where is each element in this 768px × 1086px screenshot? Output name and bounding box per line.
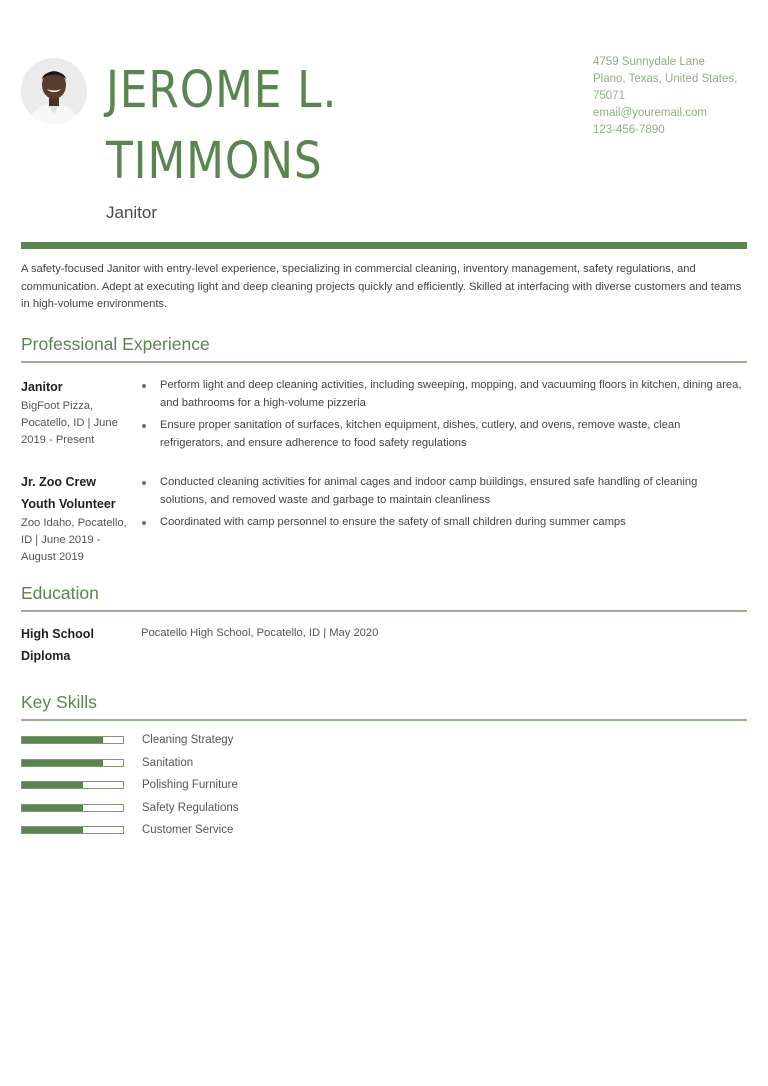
address-line-3: 75071 xyxy=(593,90,625,102)
avatar xyxy=(21,58,87,124)
skill-row xyxy=(21,821,233,839)
skill-level-bar xyxy=(21,736,124,744)
section-title-skills: Key Skills xyxy=(21,692,97,712)
job-entry-2-info xyxy=(21,471,131,566)
skill-label: Polishing Furniture xyxy=(142,779,238,791)
job-entry-1-bullets xyxy=(140,377,745,457)
skill-row xyxy=(21,754,193,772)
job-meta: BigFoot Pizza, Pocatello, ID | June 2019 - Present xyxy=(21,400,118,446)
skill-row xyxy=(21,799,239,817)
address-line-1: 4759 Sunnydale Lane xyxy=(593,56,705,68)
candidate-name xyxy=(106,60,337,193)
bullet-item: Ensure proper sanitation of surfaces, kitchen equipment, dishes, cutlery, and ovens, remove waste, clean refrigerators, and ensure adherence to food safety regulations xyxy=(140,417,745,452)
email-link[interactable]: email@youremail.com xyxy=(593,107,707,119)
job-entry-2-bullets xyxy=(140,474,745,537)
header-divider xyxy=(21,242,747,249)
job-role: Jr. Zoo Crew Youth Volunteer xyxy=(21,475,116,511)
skill-label: Customer Service xyxy=(142,824,234,836)
bullet-item: Conducted cleaning activities for animal cages and indoor camp buildings, ensured safe handling of cleaning solutions, and removed waste and garbage to maintain cleanliness xyxy=(140,474,745,509)
skill-level-bar xyxy=(21,781,124,789)
contact-block xyxy=(593,54,737,139)
skill-row xyxy=(21,731,233,749)
bullet-item: Coordinated with camp personnel to ensure the safety of small children during summer camps xyxy=(140,514,745,532)
skill-level-bar xyxy=(21,759,124,767)
skill-level-bar xyxy=(21,804,124,812)
section-divider xyxy=(21,361,747,363)
phone-number: 123-456-7890 xyxy=(593,124,665,136)
section-divider xyxy=(21,719,747,721)
job-meta: Zoo Idaho, Pocatello, ID | June 2019 - August 2019 xyxy=(21,517,127,563)
bullet-item: Perform light and deep cleaning activities, including sweeping, mopping, and vacuuming floors in kitchen, dining area, and bathrooms for a high-volume pizzeria xyxy=(140,377,745,412)
education-entry xyxy=(21,623,111,667)
section-title-education: Education xyxy=(21,583,99,603)
address-line-2: Plano, Texas, United States, xyxy=(593,73,738,85)
profile-photo-icon xyxy=(21,58,87,124)
name-line-2: TIMMONS xyxy=(106,132,323,191)
skill-label: Cleaning Strategy xyxy=(142,734,234,746)
skill-row xyxy=(21,776,238,794)
job-title: Janitor xyxy=(106,203,158,222)
education-detail: Pocatello High School, Pocatello, ID | May 2020 xyxy=(141,627,379,639)
skill-label: Safety Regulations xyxy=(142,802,239,814)
section-divider xyxy=(21,610,747,612)
skill-level-bar xyxy=(21,826,124,834)
summary-paragraph: A safety-focused Janitor with entry-level experience, specializing in commercial cleaning, inventory management, safety regulations, and communication. Adept at executing light and deep cleaning projects quickly and efficiently. Skilled at interfacing with diverse customers and teams in high-volume environments. xyxy=(21,263,742,310)
degree: High School Diploma xyxy=(21,627,94,663)
job-role: Janitor xyxy=(21,380,63,394)
name-line-1: JEROME L. xyxy=(106,61,338,120)
section-title-experience: Professional Experience xyxy=(21,334,210,354)
job-entry-1-info xyxy=(21,376,131,449)
skill-label: Sanitation xyxy=(142,757,194,769)
